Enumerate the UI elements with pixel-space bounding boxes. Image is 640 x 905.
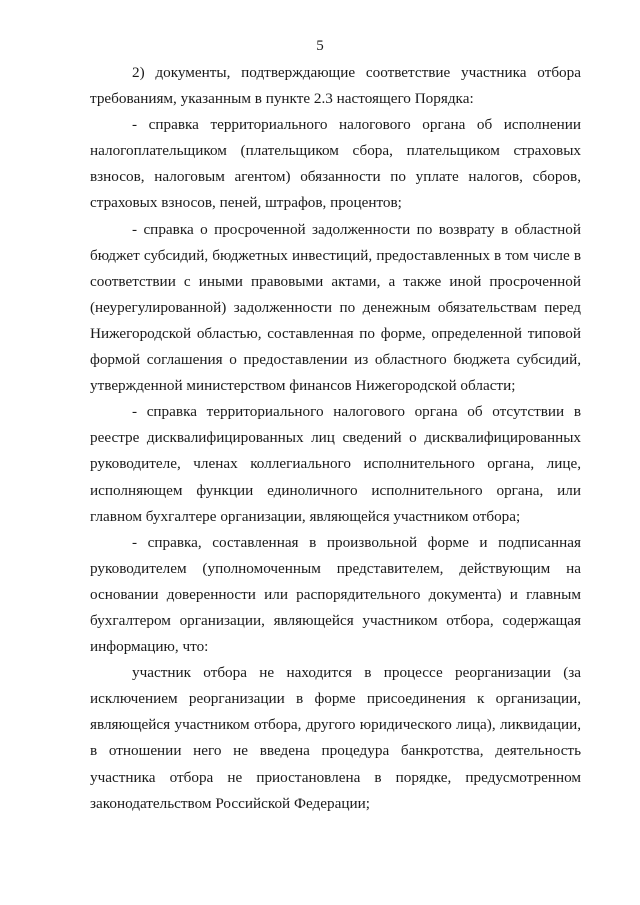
paragraph-overdue-debt-certificate: - справка о просроченной задолженности по возврату в областной бюджет субсидий, бюджетных инвестиций, предоставленных в том числе в соответствии с иными правовыми актами, а также иной просроченной (неурегулированной) задолженности по денежным обязательствам перед Нижегородской областью, составленная по форме, определенной типовой формой соглашения о предоставлении из областного бюджета субсидий, утвержденной министерством финансов Нижегородской области; [90,220,581,395]
paragraph-documents-list-intro: 2) документы, подтверждающие соответствие участника отбора требованиям, указанным в пункте 2.3 настоящего Порядка: [90,64,581,108]
page-number: 5 [316,38,324,54]
paragraph-disqualified-persons-certificate: - справка территориального налогового органа об отсутствии в реестре дисквалифицированных лиц сведений о дисквалифицированных руководителе, членах коллегиального исполнительного органа, лице, исполняющем функции единоличного исполнительного органа, или главном бухгалтере организации, являющейся участником отбора; [90,403,581,525]
document-body [90,60,581,817]
paragraph-free-form-certificate: - справка, составленная в произвольной форме и подписанная руководителем (уполномоченным представителем, действующим на основании доверенности или распорядительного документа) и главным бухгалтером организации, являющейся участником отбора, содержащая информацию, что: [90,533,581,656]
paragraph-tax-obligations-certificate: - справка территориального налогового органа об исполнении налогоплательщиком (плательщиком сбора, плательщиком страховых взносов, налоговым агентом) обязанности по уплате налогов, сборов, страховых взносов, пеней, штрафов, процентов; [90,116,581,212]
paragraph-reorganization-status: участник отбора не находится в процессе реорганизации (за исключением реорганизации в форме присоединения к организации, являющейся участником отбора, другого юридического лица), ликвидации, в отношении него не введена процедура банкротства, деятельность участника отбора не приостановлена в порядке, предусмотренном законодательством Российской Федерации; [90,664,581,812]
